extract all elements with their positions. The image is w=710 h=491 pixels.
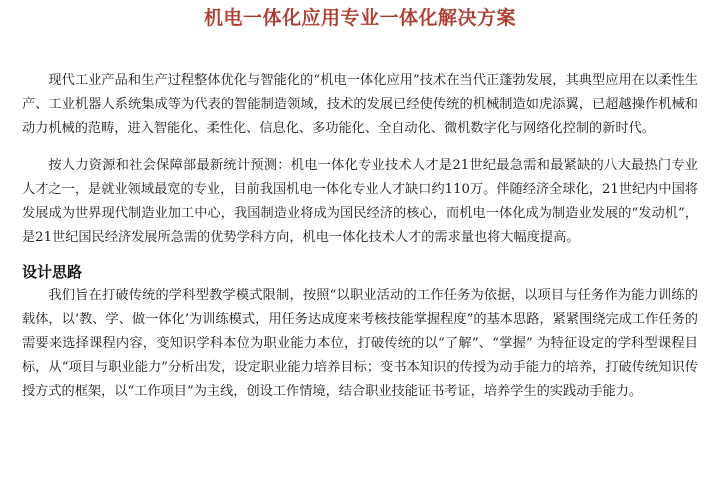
intro-paragraph: 现代工业产品和生产过程整体优化与智能化的“机电一体化应用”技术在当代正蓬勃发展，其典型应用在以柔性生产、工业机器人系统集成等为代表的智能制造领域，技术的发展已经使传统的机械制造如虎添翼，已超越操作机械和动力机械的范畴，进入智能化、柔性化、信息化、多功能化、全自动化、微机数字化与网络化控制的新时代。 <box>22 73 698 136</box>
statistics-paragraph: 按人力资源和社会保障部最新统计预测：机电一体化专业技术人才是21世纪最急需和最紧缺的八大最热门专业人才之一，是就业领域最宽的专业，目前我国机电一体化专业人才缺口约110万。伴随经济全球化，21世纪内中国将发展成为世界现代制造业加工中心，我国制造业将成为国民经济的核心，而机电一体化成为制造业发展的“发动机”，是21世纪国民经济发展所急需的优势学科方向，机电一体化技术人才的需求量也将大幅度提高。 <box>22 158 698 245</box>
document-title: 机电一体化应用专业一体化解决方案 <box>203 7 516 29</box>
section-heading-design-idea: 设计思路 <box>22 263 83 281</box>
design-idea-paragraph: 我们旨在打破传统的学科型教学模式限制，按照“以职业活动的工作任务为依据，以项目与任务作为能力训练的载体，以‘教、学、做一体化’为训练模式，用任务达成度来考核技能掌握程度”的基本思路，紧紧围绕完成工作任务的需要来选择课程内容，变知识学科本位为职业能力本位，打破传统的以“了解”、“掌握” 为特征设定的学科型课程目标，从“项目与职业能力”分析出发，设定职业能力培养目标；变书本知识的传授为动手能力的培养，打破传统知识传授方式的框架，以“工作项目”为主线，创设工作情境，结合职业技能证书考证，培养学生的实践动手能力。 <box>22 288 698 399</box>
